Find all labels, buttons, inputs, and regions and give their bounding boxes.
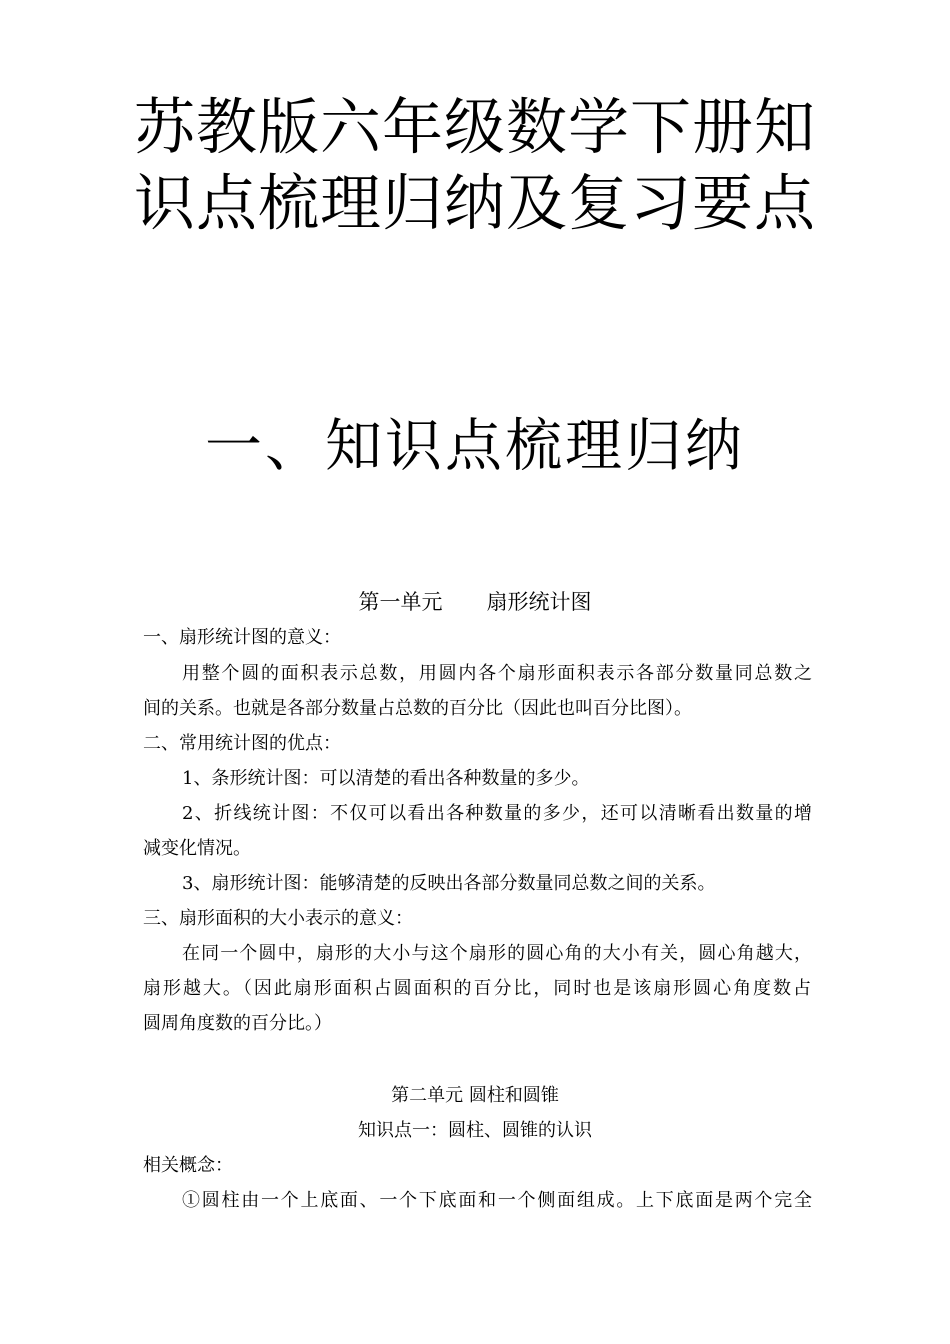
section-heading: 一、知识点梳理归纳 [205, 413, 745, 479]
document-title-line-2: 识点梳理归纳及复习要点 [133, 168, 816, 239]
unit1-line-1: 用整个圆的面积表示总数，用圆内各个扇形面积表示各部分数量同总数之 [182, 663, 812, 684]
unit1-line-9: 在同一个圆中，扇形的大小与这个扇形的圆心角的大小有关，圆心角越大， [182, 943, 812, 964]
unit2-line-1: ①圆柱由一个上底面、一个下底面和一个侧面组成。上下底面是两个完全 [182, 1190, 812, 1211]
unit1-title [0, 588, 950, 616]
unit1-line-6: 减变化情况。 [143, 838, 251, 859]
unit1-line-7: 3、扇形统计图：能够清楚的反映出各部分数量同总数之间的关系。 [182, 873, 716, 894]
unit1-name: 扇形统计图 [486, 590, 592, 614]
unit1-line-4: 1、条形统计图：可以清楚的看出各种数量的多少。 [182, 768, 590, 789]
unit2-title: 第二单元 圆柱和圆锥 [391, 1085, 559, 1106]
unit1-line-11: 圆周角度数的百分比。） [143, 1013, 332, 1034]
unit1-line-8: 三、扇形面积的大小表示的意义： [143, 908, 413, 929]
unit2-subtitle: 知识点一：圆柱、圆锥的认识 [358, 1120, 592, 1141]
unit1-label: 第一单元 [358, 590, 443, 614]
unit1-line-10: 扇形越大。（因此扇形面积占圆面积的百分比，同时也是该扇形圆心角度数占 [143, 978, 811, 999]
unit1-line-2: 间的关系。也就是各部分数量占总数的百分比（因此也叫百分比图）。 [143, 698, 692, 719]
unit1-line-5: 2、折线统计图：不仅可以看出各种数量的多少，还可以清晰看出数量的增 [182, 803, 812, 824]
unit1-line-3: 二、常用统计图的优点： [143, 733, 341, 754]
document-title-line-1: 苏教版六年级数学下册知 [133, 92, 816, 163]
unit2-line-0: 相关概念： [143, 1155, 233, 1176]
unit1-line-0: 一、扇形统计图的意义： [143, 627, 341, 648]
